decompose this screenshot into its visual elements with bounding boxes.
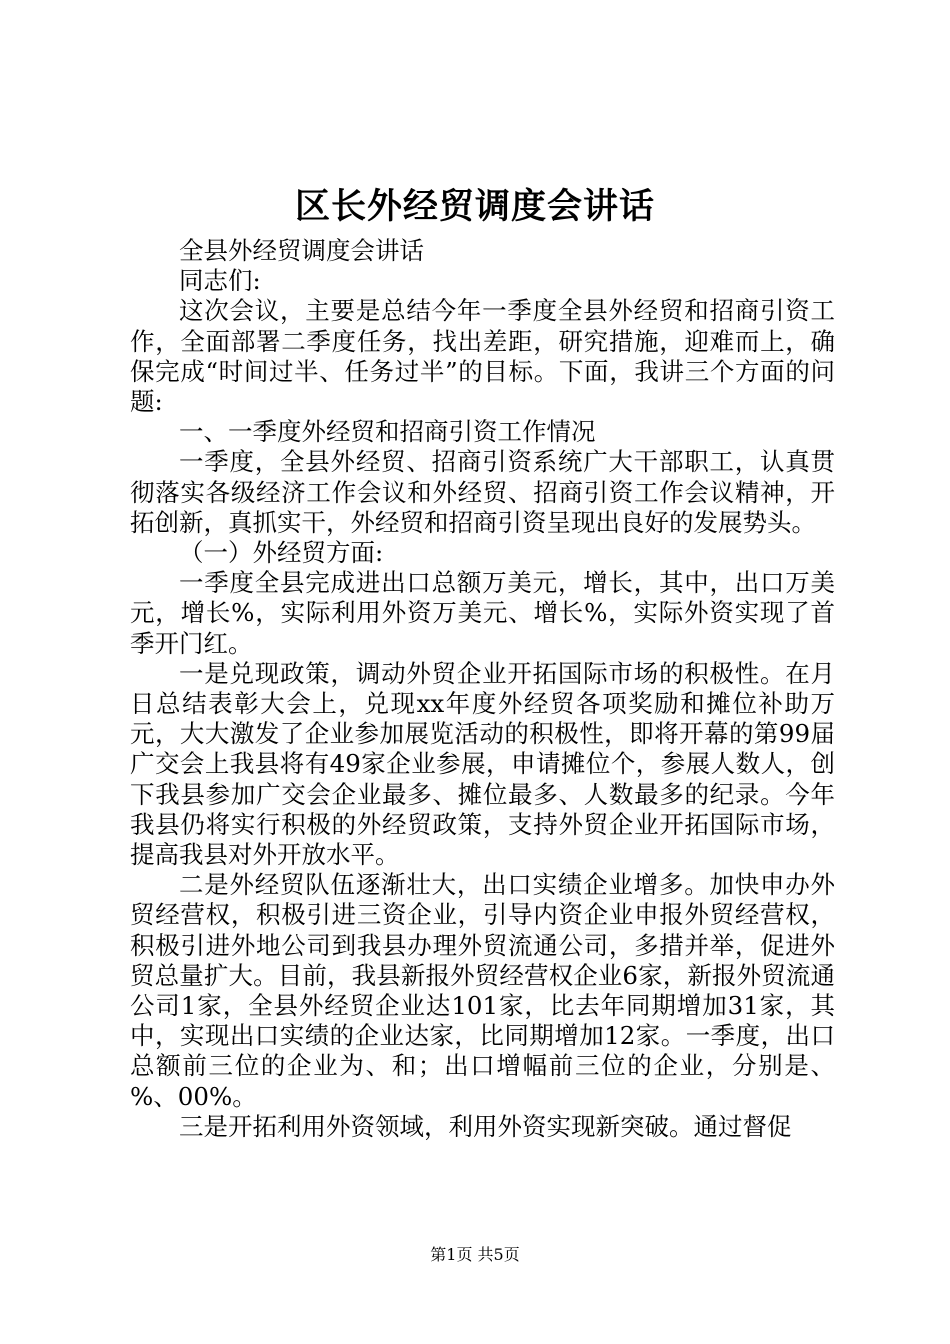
document-title: 区长外经贸调度会讲话 bbox=[294, 186, 655, 227]
paragraph-point-3: 三是开拓利用外资领域，利用外资实现新突破。通过督促 bbox=[179, 1111, 792, 1141]
paragraph-intro: 这次会议，主要是总结今年一季度全县外经贸和招商引资工作，全面部署二季度任务，找出差距，研究措施，迎难而上，确保完成“时间过半、任务过半”的目标。下面，我讲三个方面的问题: bbox=[130, 296, 835, 417]
page-number: 第1页 共5页 bbox=[430, 1245, 520, 1264]
document-body bbox=[130, 236, 835, 1142]
section-heading-1: 一、一季度外经贸和招商引资工作情况 bbox=[179, 417, 596, 447]
paragraph-point-1: 一是兑现政策，调动外贸企业开拓国际市场的积极性。在月日总结表彰大会上，兑现xx年度外经贸各项奖励和摊位补助万元，大大激发了企业参加展览活动的积极性，即将开幕的第99届广交会上我县将有49家企业参展，申请摊位个，参展人数人，创下我县参加广交会企业最多、摊位最多、人数最多的纪录。今年我县仍将实行积极的外经贸政策，支持外贸企业开拓国际市场，提高我县对外开放水平。 bbox=[130, 658, 835, 870]
subsection-heading-1: （一）外经贸方面: bbox=[179, 538, 384, 568]
paragraph-salutation: 同志们: bbox=[179, 266, 261, 296]
paragraph-trade-summary: 一季度全县完成进出口总额万美元，增长，其中，出口万美元，增长%，实际利用外资万美元、增长%，实际外资实现了首季开门红。 bbox=[130, 568, 835, 658]
paragraph-point-2: 二是外经贸队伍逐渐壮大，出口实绩企业增多。加快申办外贸经营权，积极引进三资企业，引导内资企业申报外贸经营权，积极引进外地公司到我县办理外贸流通公司，多措并举，促进外贸总量扩大。目前，我县新报外贸经营权企业6家，新报外贸流通公司1家，全县外经贸企业达101家，比去年同期增加31家，其中，实现出口实绩的企业达家，比同期增加12家。一季度，出口总额前三位的企业为、和；出口增幅前三位的企业，分别是、%、00%。 bbox=[130, 870, 835, 1111]
paragraph-subtitle: 全县外经贸调度会讲话 bbox=[179, 236, 424, 265]
paragraph-overview: 一季度，全县外经贸、招商引资系统广大干部职工，认真贯彻落实各级经济工作会议和外经贸、招商引资工作会议精神，开拓创新，真抓实干，外经贸和招商引资呈现出良好的发展势头。 bbox=[130, 447, 835, 537]
